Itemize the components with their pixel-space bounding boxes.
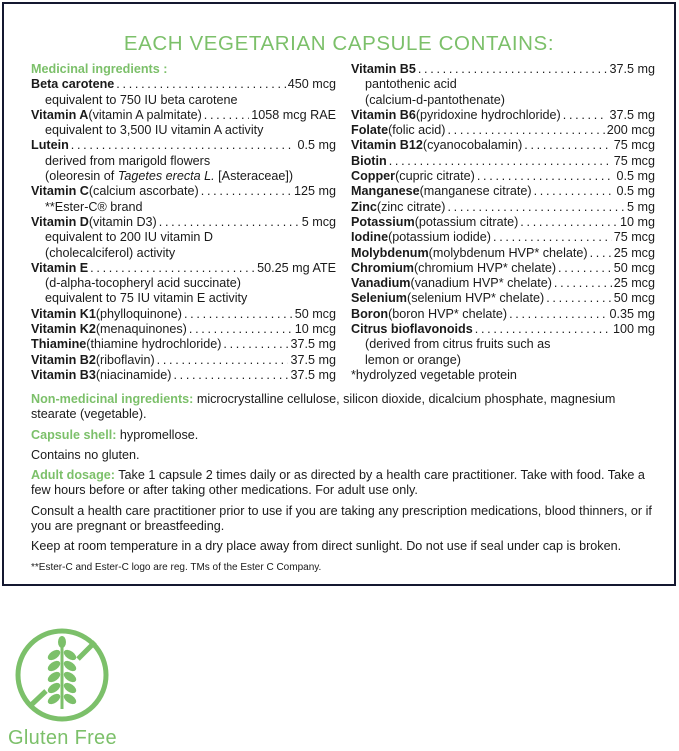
supplement-facts-panel	[2, 2, 676, 586]
ingredient-source: (riboflavin)	[95, 352, 155, 367]
ingredient-row	[351, 307, 655, 322]
ingredient-source: (calcium ascorbate)	[88, 184, 199, 199]
ingredient-amount: 0.35 mg	[609, 306, 655, 321]
left-ingredient-list	[31, 77, 336, 383]
adult-dosage	[31, 468, 661, 499]
ingredient-row	[351, 169, 655, 184]
ingredient-amount: 5 mg	[627, 199, 655, 214]
ingredient-name: Vitamin B3	[31, 367, 96, 382]
ingredient-amount: 10 mg	[619, 214, 655, 229]
ingredients-right-column	[351, 62, 655, 383]
adult-dosage-label: Adult dosage:	[31, 468, 115, 483]
ingredient-amount: 37.5 mg	[609, 107, 655, 122]
ingredient-note: lemon or orange)	[365, 352, 461, 367]
panel-title: EACH VEGETARIAN CAPSULE CONTAINS:	[123, 32, 555, 55]
ingredient-row	[351, 108, 655, 123]
ingredient-amount: 125 mg	[293, 184, 336, 199]
leader-dots	[475, 322, 611, 337]
ingredient-source: (molybdenum HVP* chelate)	[428, 245, 588, 260]
leader-dots	[189, 322, 293, 337]
capsule-shell-text: hypromellose.	[116, 427, 199, 442]
leader-dots	[520, 215, 618, 230]
leader-dots	[71, 138, 296, 153]
ingredient-source: (potassium citrate)	[414, 214, 519, 229]
ingredient-source: (vitamin A palmitate)	[88, 107, 202, 122]
ingredient-source: (vanadium HVP* chelate)	[410, 276, 552, 291]
ingredient-name: Vitamin E	[31, 260, 89, 275]
ingredient-note: **Ester-C® brand	[45, 199, 143, 214]
ingredient-note: pantothenic acid	[365, 77, 457, 92]
ingredient-source: (vitamin D3)	[88, 214, 157, 229]
ingredient-row	[351, 261, 655, 276]
ingredient-name: Molybdenum	[351, 245, 429, 260]
ingredient-row	[31, 307, 336, 322]
leader-dots	[184, 307, 293, 322]
ingredient-name: Vitamin C	[31, 184, 89, 199]
ingredient-row	[351, 184, 655, 199]
storage-instructions: Keep at room temperature in a dry place away from direct sunlight. Do not use if seal under cap is broken.	[31, 539, 622, 554]
ingredient-row	[351, 322, 655, 337]
leader-dots	[563, 108, 608, 123]
ingredient-amount: 5 mcg	[301, 214, 336, 229]
ingredient-source: (boron HVP* chelate)	[388, 306, 508, 321]
ingredient-amount: 50.25 mg ATE	[257, 260, 336, 275]
ingredient-amount: 50 mcg	[613, 260, 655, 275]
note-text: (oleoresin of	[45, 169, 118, 184]
ingredient-row	[31, 337, 336, 352]
ingredient-name: Selenium	[351, 291, 407, 306]
leader-dots	[524, 138, 611, 153]
right-ingredient-list	[351, 62, 655, 368]
additional-info	[31, 392, 661, 580]
ingredient-name: Potassium	[351, 214, 415, 229]
ingredient-row	[31, 215, 336, 230]
ingredient-source: (zinc citrate)	[376, 199, 446, 214]
ingredient-name: Vitamin K2	[31, 322, 96, 337]
ingredient-row	[351, 123, 655, 138]
ingredient-amount: 0.5 mg	[616, 184, 655, 199]
ingredient-name: Lutein	[31, 138, 69, 153]
ingredient-row	[351, 200, 655, 215]
leader-dots	[447, 200, 625, 215]
leader-dots	[389, 154, 612, 169]
ingredient-name: Biotin	[351, 153, 387, 168]
trademark-note: **Ester-C and Ester-C logo are reg. TMs of the Ester C Company.	[31, 561, 322, 573]
ingredient-name: Vitamin B12	[351, 138, 423, 153]
ingredient-name: Vitamin B6	[351, 107, 416, 122]
ingredient-name: Vanadium	[351, 276, 411, 291]
ingredient-amount: 50 mcg	[613, 291, 655, 306]
ingredient-name: Iodine	[351, 230, 389, 245]
ingredient-note: derived from marigold flowers	[45, 153, 211, 168]
leader-dots	[204, 108, 250, 123]
leader-dots	[447, 123, 604, 138]
ingredient-amount: 1058 mcg RAE	[251, 107, 336, 122]
non-medicinal-text: microcrystalline cellulose, silicon dioxide, dicalcium phosphate, magnesium stearate (vegetable).	[31, 392, 616, 422]
ingredient-amount: 0.5 mg	[616, 169, 655, 184]
ingredient-row	[31, 261, 336, 276]
ingredient-note: (calcium-d-pantothenate)	[365, 92, 506, 107]
ingredient-name: Vitamin B2	[31, 352, 96, 367]
ingredient-amount: 37.5 mg	[290, 337, 336, 352]
ingredient-source: (cyanocobalamin)	[422, 138, 523, 153]
ingredient-amount: 37.5 mg	[290, 352, 336, 367]
gluten-free-wheat-icon	[12, 625, 112, 725]
leader-dots	[223, 337, 288, 352]
leader-dots	[201, 184, 292, 199]
ingredient-amount: 37.5 mg	[609, 62, 655, 76]
ingredient-source: (thiamine hydrochloride)	[86, 337, 222, 352]
ingredient-note: equivalent to 3,500 IU vitamin A activity	[45, 123, 264, 138]
leader-dots	[554, 276, 612, 291]
ingredient-name: Thiamine	[31, 337, 87, 352]
gluten-free-badge	[8, 625, 117, 750]
ingredient-note: (derived from citrus fruits such as	[365, 337, 551, 352]
non-medicinal-label: Non-medicinal ingredients:	[31, 392, 194, 406]
capsule-shell-label: Capsule shell:	[31, 427, 117, 442]
ingredient-amount: 10 mcg	[294, 322, 336, 337]
ingredient-amount: 25 mcg	[613, 276, 655, 291]
leader-dots	[590, 246, 612, 261]
ingredient-amount: 50 mcg	[294, 306, 336, 321]
ingredient-amount: 25 mcg	[613, 245, 655, 260]
ingredient-amount: 75 mcg	[613, 153, 655, 168]
ingredient-source: (menaquinones)	[95, 322, 187, 337]
ingredient-source: (niacinamide)	[95, 367, 172, 382]
ingredient-name: Copper	[351, 169, 396, 184]
ingredient-note: equivalent to 200 IU vitamin D	[45, 230, 214, 245]
ingredient-name: Chromium	[351, 260, 414, 275]
leader-dots	[173, 368, 288, 383]
ingredient-note: equivalent to 750 IU beta carotene	[45, 92, 238, 107]
adult-dosage-text: Take 1 capsule 2 times daily or as directed by a health care practitioner. Take with food. Take a few hours before or after taking other medications. For adult use only.	[31, 468, 645, 498]
ingredient-row	[31, 77, 336, 92]
ingredient-source: (phylloquinone)	[95, 306, 182, 321]
ingredient-amount: 100 mg	[612, 322, 655, 337]
ingredient-source: (selenium HVP* chelate)	[407, 291, 545, 306]
leader-dots	[558, 261, 612, 276]
ingredient-name: Manganese	[351, 184, 420, 199]
ingredient-source: (pyridoxine hydrochloride)	[415, 107, 561, 122]
ingredient-row	[31, 108, 336, 123]
ingredient-name: Vitamin D	[31, 214, 89, 229]
leader-dots	[157, 353, 289, 368]
ingredient-row	[31, 138, 336, 153]
ingredient-name: Beta carotene	[31, 77, 115, 92]
consult-warning: Consult a health care practitioner prior to use if you are taking any prescription medications, blood thinners, or if you are pregnant or breastfeeding.	[31, 503, 652, 534]
ingredient-source: (potassium iodide)	[388, 230, 491, 245]
gluten-statement: Contains no gluten.	[31, 447, 140, 462]
ingredient-source: (folic acid)	[388, 123, 446, 138]
ingredient-row	[351, 62, 655, 77]
ingredients-left-column	[31, 62, 336, 383]
ingredient-amount: 450 mcg	[287, 77, 336, 92]
leader-dots	[493, 230, 612, 245]
ingredient-note	[31, 169, 336, 184]
non-medicinal-ingredients	[31, 392, 661, 423]
ingredient-note: equivalent to 75 IU vitamin E activity	[45, 291, 248, 306]
ingredient-row	[31, 368, 336, 383]
ingredient-row	[31, 353, 336, 368]
leader-dots	[546, 291, 611, 306]
leader-dots	[418, 62, 608, 77]
ingredient-name: Vitamin K1	[31, 306, 96, 321]
medicinal-ingredients-header: Medicinal ingredients :	[31, 62, 168, 76]
ingredient-note: (cholecalciferol) activity	[45, 245, 176, 260]
ingredient-source: (cupric citrate)	[395, 169, 475, 184]
leader-dots	[477, 169, 615, 184]
ingredient-row	[351, 215, 655, 230]
ingredient-amount: 200 mcg	[606, 123, 655, 138]
ingredient-amount: 75 mcg	[613, 230, 655, 245]
ingredient-row	[351, 138, 655, 153]
ingredient-amount: 0.5 mg	[297, 138, 336, 153]
ingredient-row	[351, 246, 655, 261]
ingredient-source: (manganese citrate)	[419, 184, 532, 199]
leader-dots	[116, 77, 285, 92]
hvp-footnote: *hydrolyzed vegetable protein	[351, 367, 517, 382]
leader-dots	[534, 184, 615, 199]
ingredient-row	[31, 322, 336, 337]
ingredient-note: (d-alpha-tocopheryl acid succinate)	[45, 276, 242, 291]
ingredient-name: Vitamin B5	[351, 62, 416, 76]
ingredient-name: Citrus bioflavonoids	[351, 322, 473, 337]
ingredient-name: Folate	[351, 123, 389, 138]
ingredient-row	[351, 230, 655, 245]
ingredient-row	[351, 154, 655, 169]
capsule-shell	[31, 428, 661, 443]
leader-dots	[90, 261, 255, 276]
note-text: [Asteraceae])	[214, 169, 294, 184]
botanical-name: Tagetes erecta L.	[117, 169, 215, 184]
ingredient-amount: 37.5 mg	[290, 367, 336, 382]
ingredient-name: Zinc	[351, 199, 377, 214]
leader-dots	[509, 307, 607, 322]
leader-dots	[159, 215, 300, 230]
ingredient-source: (chromium HVP* chelate)	[413, 260, 557, 275]
ingredient-name: Vitamin A	[31, 107, 89, 122]
ingredient-name: Boron	[351, 306, 389, 321]
gluten-free-label: Gluten Free	[8, 727, 117, 749]
ingredient-amount: 75 mcg	[613, 138, 655, 153]
ingredient-row	[351, 291, 655, 306]
ingredient-row	[31, 184, 336, 199]
ingredient-row	[351, 276, 655, 291]
